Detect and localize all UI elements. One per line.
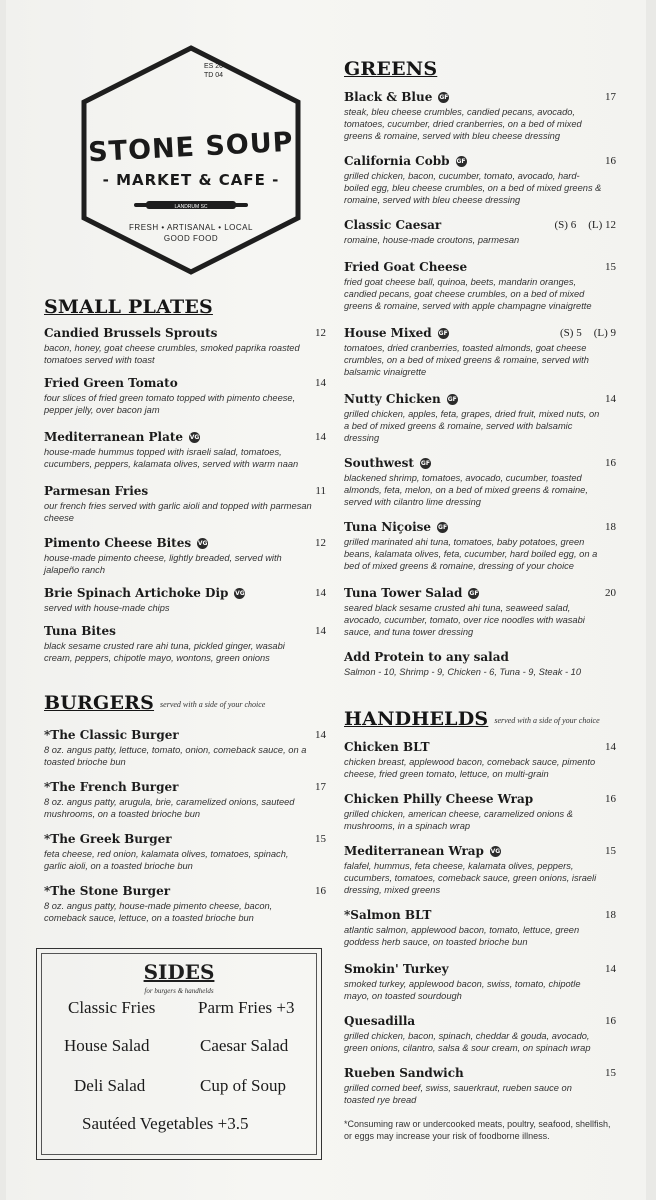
greens-section — [344, 58, 616, 80]
side-item: Deli Salad — [74, 1076, 146, 1095]
sides-title: SIDES — [143, 960, 215, 984]
menu-item: Rueben Sandwich 15 grilled corned beef, swiss, sauerkraut, rueben sauce on toasted rye bread — [344, 1066, 616, 1105]
burgers-title: BURGERS — [44, 692, 155, 714]
gluten-free-icon: GF — [420, 459, 430, 467]
vegetarian-icon: VG — [197, 539, 208, 547]
gluten-free-icon: GF — [456, 157, 466, 165]
burgers-note: served with a side of your choice — [160, 700, 266, 709]
small-plates-list — [44, 326, 326, 663]
menu-item: Chicken BLT 14 chicken breast, applewood bacon, comeback sauce, pimento cheese, fried green tomato, lettuce, on multi-grain — [344, 740, 616, 779]
menu-item: *The Classic Burger 14 8 oz. angus patty, lettuce, tomato, onion, comeback sauce, on a toasted brioche bun — [44, 728, 326, 767]
menu-item: Classic Caesar (S) 6 (L) 12 romaine, house-made croutons, parmesan — [344, 218, 616, 245]
handhelds-list — [344, 740, 616, 1110]
greens-title: GREENS — [344, 58, 438, 80]
menu-item: Fried Goat Cheese 15 fried goat cheese ball, quinoa, beets, mandarin oranges, candied pecans, goat cheese crumbles, on a bed of mixed greens & romaine, served with apple champagne vinaigrette — [344, 260, 616, 311]
handhelds-note: served with a side of your choice — [494, 716, 600, 725]
menu-item: *The Stone Burger 16 8 oz. angus patty, house-made pimento cheese, bacon, comeback sauce, lettuce, on a toasted brioche bun — [44, 884, 326, 923]
menu-item: *Salmon BLT 18 atlantic salmon, applewood bacon, tomato, lettuce, green goddess herb sauce, on toasted brioche bun — [344, 908, 616, 947]
small-plates-title: SMALL PLATES — [44, 296, 213, 318]
menu-page — [6, 0, 646, 1200]
menu-item: Fried Green Tomato 14 four slices of fried green tomato topped with pimento cheese, pepper jelly, over bacon jam — [44, 376, 326, 415]
menu-item: Smokin' Turkey 14 smoked turkey, applewood bacon, swiss, tomato, chipotle mayo, on toasted sourdough — [344, 962, 616, 1001]
menu-item: Candied Brussels Sprouts 12 bacon, honey, goat cheese crumbles, smoked paprika roasted tomatoes served with toast — [44, 326, 326, 365]
side-item: Cup of Soup — [200, 1076, 286, 1095]
menu-item: Tuna Bites 14 black sesame crusted rare ahi tuna, pickled ginger, wasabi cream, peppers, chipotle mayo, wontons, green onions — [44, 624, 326, 663]
sides-box — [36, 948, 322, 1160]
menu-item: Mediterranean Plate VG 14 house-made hummus topped with israeli salad, tomatoes, cucumbers, peppers, kalamata olives, served with warm naan — [44, 430, 326, 469]
menu-item: Chicken Philly Cheese Wrap 16 grilled chicken, american cheese, caramelized onions & mushrooms, in a spinach wrap — [344, 792, 616, 831]
menu-item: Brie Spinach Artichoke Dip VG 14 served with house-made chips — [44, 586, 326, 613]
stone-soup-logo — [66, 40, 316, 280]
side-item: Classic Fries — [68, 998, 156, 1017]
side-item: Caesar Salad — [200, 1036, 289, 1055]
small-plates-section — [44, 296, 326, 318]
side-item: Sautéed Vegetables +3.5 — [82, 1114, 249, 1133]
gluten-free-icon: GF — [438, 523, 448, 531]
menu-item: Mediterranean Wrap VG 15 falafel, hummus, feta cheese, kalamata olives, peppers, cucumbers, tomatoes, comeback sauce, green onions, israeli dressing, mixed greens — [344, 844, 616, 895]
gluten-free-icon: GF — [447, 395, 457, 403]
side-item: House Salad — [64, 1036, 150, 1055]
sides-note: for burgers & handhelds — [144, 987, 214, 995]
menu-item: Nutty Chicken GF 14 grilled chicken, apples, feta, grapes, dried fruit, mixed nuts, on a bed of mixed greens & romaine, served with balsamic dressing — [344, 392, 616, 443]
greens-list — [344, 90, 616, 690]
gluten-free-icon: GF — [469, 589, 479, 597]
menu-item: House Mixed GF (S) 5 (L) 9 tomatoes, dried cranberries, toasted almonds, goat cheese crumbles, on a bed of mixed greens & romaine, served with balsamic vinaigrette — [344, 326, 616, 377]
logo-name: STONE SOUP — [87, 126, 295, 169]
menu-item: Tuna Niçoise GF 18 grilled marinated ahi tuna, tomatoes, baby potatoes, green beans, kalamata olives, feta, cucumber, hard boiled egg, on a bed of mixed greens & romaine, dressing of your choice — [344, 520, 616, 571]
menu-item: Pimento Cheese Bites VG 12 house-made pimento cheese, lightly breaded, served with jalapeño ranch — [44, 536, 326, 575]
side-item: Parm Fries +3 — [198, 998, 295, 1017]
vegetarian-icon: VG — [235, 589, 245, 597]
foodborne-illness-footnote: *Consuming raw or undercooked meats, poultry, seafood, shellfish, or eggs may increase your risk of foodborne illness. — [344, 1119, 611, 1141]
vegetarian-icon: VG — [490, 847, 501, 855]
logo-location: LANDRUM SC — [174, 204, 208, 210]
menu-item: Southwest GF 16 blackened shrimp, tomatoes, avocado, cucumber, toasted almonds, feta, melon, on a bed of mixed greens & romaine, served with cilantro lime dressing — [344, 456, 616, 507]
logo-est-top: ES 20 — [204, 63, 224, 70]
handhelds-title: HANDHELDS — [344, 708, 489, 730]
vegetarian-icon: VG — [189, 433, 200, 441]
menu-item: *The French Burger 17 8 oz. angus patty, arugula, brie, caramelized onions, sauteed mushrooms, on a toasted brioche bun — [44, 780, 326, 819]
logo-subtitle: - MARKET & CAFE - — [102, 171, 280, 189]
menu-item: Black & Blue GF 17 steak, bleu cheese crumbles, candied pecans, avocado, tomatoes, cucumber, dried cranberries, on a bed of mixed greens & romaine, served with bleu cheese dressing — [344, 90, 616, 141]
menu-item: Quesadilla 16 grilled chicken, bacon, spinach, cheddar & gouda, avocado, green onions, cilantro, salsa & sour cream, on spinach wrap — [344, 1014, 616, 1053]
gluten-free-icon: GF — [439, 93, 449, 101]
logo-tagline-2: GOOD FOOD — [163, 234, 219, 243]
handhelds-section — [344, 708, 616, 730]
menu-item: Tuna Tower Salad GF 20 seared black sesame crusted ahi tuna, seaweed salad, avocado, cucumber, tomato, over rice noodles with wasabi sauce, and tuna tower dressing — [344, 586, 616, 637]
logo-est-bottom: TD 04 — [204, 72, 224, 79]
menu-item: *The Greek Burger 15 feta cheese, red onion, kalamata olives, tomatoes, spinach, garlic aioli, on a toasted brioche bun — [44, 832, 326, 871]
gluten-free-icon: GF — [438, 329, 448, 337]
logo-tagline-1: FRESH • ARTISANAL • LOCAL — [129, 223, 253, 232]
menu-item: Parmesan Fries 11 our french fries served with garlic aioli and topped with parmesan cheese — [44, 484, 326, 523]
burgers-section — [44, 692, 326, 714]
menu-item: California Cobb GF 16 grilled chicken, bacon, cucumber, tomato, avocado, hard-boiled egg, bleu cheese crumbles, on a bed of mixed greens & romaine, served with bleu cheese dressing — [344, 154, 616, 205]
menu-item: Add Protein to any salad Salmon - 10, Shrimp - 9, Chicken - 6, Tuna - 9, Steak - 10 — [344, 650, 581, 677]
burgers-list — [44, 728, 326, 938]
